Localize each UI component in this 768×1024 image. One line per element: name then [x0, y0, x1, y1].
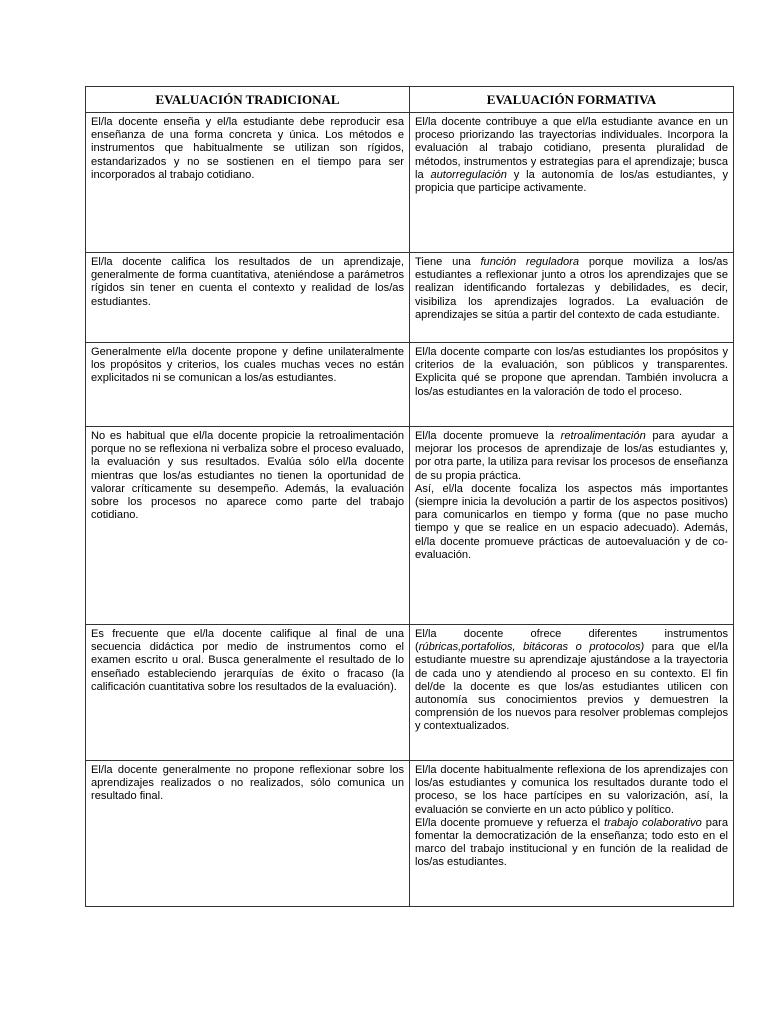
cell-paragraph: Así, el/la docente focaliza los aspectos más importantes (siempre inicia la devolución a partir de los aspectos positivos) para comunicarlos en tiempo y forma (que no pase mucho tiempo y que se realice en un espacio adecuado). Además, el/la docente promueve prácticas de autoevaluación y de co-evaluación.	[415, 482, 728, 561]
cell-text: porque moviliza a los/as estudiantes a reflexionar junto a otros los aprendizajes que se realizan identificando fortalezas y debilidades, es decir, visibiliza los aprendizajes logrados. La evaluación de aprendizajes se sitúa a partir del contexto de cada estudiante.	[415, 256, 728, 321]
cell-paragraph: El/la docente habitualmente reflexiona de los aprendizajes con los/as estudiantes y comunica los resultados durante todo el proceso, se los hace partícipes en su valorización, así, la evaluación se convierte en un acto público y político.	[415, 764, 728, 816]
cell-paragraph	[415, 817, 728, 870]
cell-tradicional: El/la docente califica los resultados de un aprendizaje, generalmente de forma cuantitativa, ateniéndose a parámetros rígidos sin tener en cuenta el contexto y realidad de los/as estudiantes.	[86, 253, 410, 343]
cell-text: El/la docente promueve y refuerza el	[415, 816, 605, 829]
cell-formativa	[410, 625, 734, 761]
table-row	[86, 253, 734, 343]
cell-text: para ayudar a mejorar los procesos de aprendizaje de los/as estudiantes y, por otra parte, la utiliza para revisar los procesos de enseñanza de su propia práctica.	[415, 430, 728, 482]
header-tradicional: EVALUACIÓN TRADICIONAL	[86, 87, 410, 113]
cell-paragraph	[415, 430, 728, 483]
cell-text: y la autonomía de los/as estudiantes, y propicia que participe activamente.	[415, 168, 729, 195]
cell-text: para fomentar la democratización de la enseñanza; todo esto en el marco del trabajo institucional y en función de la realidad de los/as estudiantes.	[415, 816, 729, 869]
cell-emphasis: función reguladora	[480, 256, 580, 268]
cell-emphasis: autorregulación	[430, 168, 507, 181]
cell-text: Tiene una	[415, 256, 481, 268]
cell-tradicional: No es habitual que el/la docente propicie la retroalimentación porque no se reflexiona ni verbaliza sobre el proceso evaluado, la evaluación y sus resultados. Evalúa sólo el/la docente mientras que los/as estudiantes no tienen la oportunidad de valorar críticamente su desempeño. Además, la evaluación sobre los procesos no aparece como parte del trabajo cotidiano.	[86, 427, 410, 625]
cell-formativa	[410, 253, 734, 343]
cell-tradicional: El/la docente generalmente no propone reflexionar sobre los aprendizajes realizados o no realizados, sólo comunica un resultado final.	[86, 761, 410, 907]
table-header-row	[86, 87, 734, 113]
cell-text: El/la docente promueve la	[415, 430, 561, 442]
table-row	[86, 113, 734, 253]
cell-emphasis: trabajo colaborativo	[604, 816, 702, 829]
table-row	[86, 625, 734, 761]
cell-text: El/la docente contribuye a que el/la estudiante avance en un proceso priorizando las trayectorias individuales. Incorpora la evaluación al trabajo cotidiano, presenta pluralidad de métodos, instrumentos y estrategias para el aprendizaje; busca la	[415, 116, 728, 181]
cell-formativa	[410, 427, 734, 625]
header-formativa: EVALUACIÓN FORMATIVA	[410, 87, 734, 113]
table-row	[86, 427, 734, 625]
cell-text: para que el/la estudiante muestre su aprendizaje ajustándose a la trayectoria de cada uno y atendiendo al proceso en su contexto. El fin del/de la docente es que los/as estudiantes utilicen con autonomía sus conocimientos previos y demuestren la comprensión de los nuevos para resolver problemas complejos y contextualizados.	[415, 641, 728, 733]
comparison-table	[85, 86, 734, 907]
cell-formativa: El/la docente comparte con los/as estudiantes los propósitos y criterios de la evaluación, son públicos y transparentes. Explicita qué se propone que aprendan. También involucra a los/as estudiantes en la valoración de todo el proceso.	[410, 343, 734, 427]
table-row	[86, 343, 734, 427]
cell-tradicional: Es frecuente que el/la docente califique al final de una secuencia didáctica por medio de instrumentos como el examen escrito u oral. Busca generalmente el resultado de lo enseñado estableciendo jerarquías de éxito o fracaso (la calificación cuantitativa sobre los resultados de la evaluación).	[86, 625, 410, 761]
cell-formativa	[410, 113, 734, 253]
cell-tradicional: El/la docente enseña y el/la estudiante debe reproducir esa enseñanza de una forma concreta y única. Los métodos e instrumentos que habitualmente se utilizan son rígidos, estandarizados y no se sostienen en el tiempo para ser incorporados al trabajo cotidiano.	[86, 113, 410, 253]
cell-emphasis: rúbricas,portafolios, bitácoras o protocolos)	[418, 641, 645, 654]
cell-text: El/la docente ofrece diferentes instrumentos (	[415, 628, 728, 654]
cell-emphasis: retroalimentación	[560, 430, 646, 442]
cell-tradicional: Generalmente el/la docente propone y define unilateralmente los propósitos y criterios, los cuales muchas veces no están explicitados ni se comunican a los/as estudiantes.	[86, 343, 410, 427]
table-row	[86, 761, 734, 907]
cell-formativa	[410, 761, 734, 907]
